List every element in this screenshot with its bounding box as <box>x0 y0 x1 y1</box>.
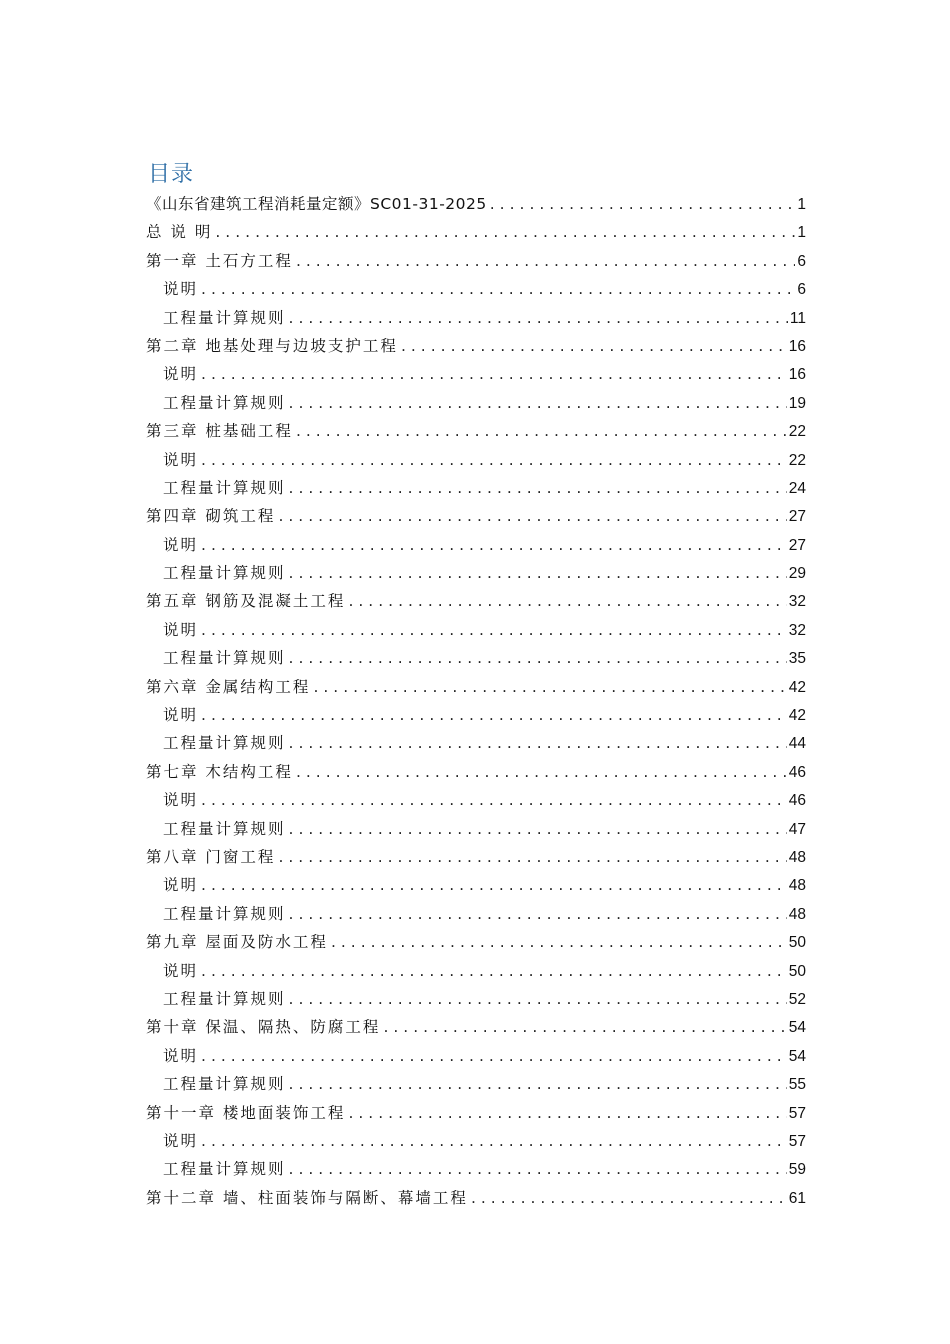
toc-entry-section[interactable] <box>146 1155 806 1183</box>
toc-entry-title: 说明 <box>163 450 199 469</box>
toc-entry-page-number: 46 <box>788 763 806 781</box>
toc-dot-leader <box>201 531 787 559</box>
toc-dot-leader <box>471 1184 787 1212</box>
toc-entry-title: 说明 <box>163 791 199 810</box>
toc-entry-title: 第十一章 楼地面装饰工程 <box>146 1103 346 1122</box>
toc-dot-leader <box>201 446 787 474</box>
toc-entry-title: 说明 <box>163 706 199 725</box>
toc-entry-title: 说明 <box>163 876 199 895</box>
toc-entry-title: 工程量计算规则 <box>163 649 286 668</box>
toc-dot-leader <box>278 843 786 871</box>
toc-entry-page-number: 16 <box>788 366 806 384</box>
toc-entry-section[interactable] <box>146 957 806 985</box>
toc-entry-chapter[interactable] <box>146 587 806 615</box>
toc-entry-page-number: 19 <box>788 394 806 412</box>
toc-entry-page-number: 22 <box>788 423 806 441</box>
toc-entry-section[interactable] <box>146 474 806 502</box>
toc-entry-title: 第六章 金属结构工程 <box>146 677 311 696</box>
toc-entry-page-number: 11 <box>789 309 806 327</box>
toc-entry-title: 第三章 桩基础工程 <box>146 422 293 441</box>
toc-entry-page-number: 6 <box>797 252 806 270</box>
toc-entry-section[interactable] <box>146 446 806 474</box>
toc-entry-title: 说明 <box>163 961 199 980</box>
toc-entry-section[interactable] <box>146 900 806 928</box>
toc-entry-page-number: 57 <box>788 1104 806 1122</box>
toc-entry-chapter[interactable] <box>146 502 806 530</box>
toc-entry-section[interactable] <box>146 531 806 559</box>
toc-entry-page-number: 27 <box>788 508 806 526</box>
toc-dot-leader <box>201 1127 787 1155</box>
toc-entry-title: 工程量计算规则 <box>163 564 286 583</box>
toc-entry-title: 总 说 明 <box>146 223 213 242</box>
toc-dot-leader <box>289 389 787 417</box>
toc-entry-section[interactable] <box>146 304 806 332</box>
toc-entry-page-number: 32 <box>788 621 806 639</box>
toc-dot-leader <box>215 218 795 246</box>
toc-entry-chapter[interactable] <box>146 843 806 871</box>
toc-entry-page-number: 42 <box>788 678 806 696</box>
toc-dot-leader <box>201 360 787 388</box>
toc-dot-leader <box>289 900 787 928</box>
toc-dot-leader <box>289 304 788 332</box>
toc-entry-title: 工程量计算规则 <box>163 989 286 1008</box>
toc-dot-leader <box>289 474 787 502</box>
toc-entry-section[interactable] <box>146 786 806 814</box>
toc-entry-title: 说明 <box>163 1046 199 1065</box>
toc-entry-title: 说明 <box>163 535 199 554</box>
toc-entry-page-number: 46 <box>788 792 806 810</box>
toc-dot-leader <box>289 729 787 757</box>
toc-entry-chapter[interactable] <box>146 247 806 275</box>
toc-dot-leader <box>331 928 787 956</box>
toc-entry-section[interactable] <box>146 701 806 729</box>
toc-entry-section[interactable] <box>146 815 806 843</box>
toc-entry-section[interactable] <box>146 729 806 757</box>
toc-dot-leader <box>401 332 787 360</box>
toc-entry-title: 工程量计算规则 <box>163 308 286 327</box>
toc-dot-leader <box>201 957 787 985</box>
toc-entry-section[interactable] <box>146 1070 806 1098</box>
toc-entry-title: 第五章 钢筋及混凝土工程 <box>146 592 346 611</box>
toc-entry-page-number: 1 <box>797 224 806 242</box>
toc-entry-chapter[interactable] <box>146 928 806 956</box>
toc-dot-leader <box>201 616 787 644</box>
toc-dot-leader <box>289 644 787 672</box>
toc-dot-leader <box>289 1070 787 1098</box>
toc-dot-leader <box>201 275 795 303</box>
toc-entry-section[interactable] <box>146 1042 806 1070</box>
toc-dot-leader <box>289 1155 787 1183</box>
toc-dot-leader <box>296 417 787 445</box>
toc-entry-page-number: 44 <box>788 735 806 753</box>
toc-entry-chapter[interactable] <box>146 1013 806 1041</box>
toc-entry-page-number: 16 <box>788 337 806 355</box>
toc-entry-page-number: 48 <box>788 877 806 895</box>
toc-entry-chapter[interactable] <box>146 190 806 218</box>
toc-entry-title: 工程量计算规则 <box>163 904 286 923</box>
toc-dot-leader <box>201 701 787 729</box>
toc-entry-page-number: 32 <box>788 593 806 611</box>
toc-entry-title: 说明 <box>163 1131 199 1150</box>
toc-entry-title: 工程量计算规则 <box>163 819 286 838</box>
toc-entry-page-number: 29 <box>788 565 806 583</box>
toc-entry-page-number: 35 <box>788 650 806 668</box>
toc-entry-section[interactable] <box>146 985 806 1013</box>
toc-entry-page-number: 57 <box>788 1132 806 1150</box>
toc-entry-title: 工程量计算规则 <box>163 1075 286 1094</box>
toc-entry-title: 工程量计算规则 <box>163 478 286 497</box>
toc-entry-title: 第七章 木结构工程 <box>146 762 293 781</box>
toc-entry-section[interactable] <box>146 389 806 417</box>
toc-entry-page-number: 59 <box>788 1161 806 1179</box>
toc-dot-leader <box>201 871 787 899</box>
toc-entry-page-number: 1 <box>797 196 806 213</box>
toc-dot-leader <box>313 673 786 701</box>
toc-entry-title: 第十章 保温、隔热、防腐工程 <box>146 1018 381 1037</box>
toc-entry-section[interactable] <box>146 871 806 899</box>
toc-entry-section[interactable] <box>146 360 806 388</box>
toc-entry-title: 说明 <box>163 280 199 299</box>
toc-entry-section[interactable] <box>146 616 806 644</box>
toc-heading: 目录 <box>148 162 195 187</box>
toc-dot-leader <box>490 190 796 218</box>
toc-dot-leader <box>348 587 786 615</box>
toc-dot-leader <box>348 1099 786 1127</box>
toc-entry-chapter[interactable] <box>146 417 806 445</box>
toc-entry-page-number: 48 <box>788 905 806 923</box>
toc-entry-title: 说明 <box>163 365 199 384</box>
toc-list <box>146 190 806 1212</box>
toc-entry-title: 工程量计算规则 <box>163 1160 286 1179</box>
toc-entry-page-number: 50 <box>788 934 806 952</box>
toc-entry-section[interactable] <box>146 1127 806 1155</box>
toc-entry-page-number: 24 <box>788 479 806 497</box>
toc-entry-title: 工程量计算规则 <box>163 393 286 412</box>
toc-dot-leader <box>289 985 787 1013</box>
toc-entry-title: 第九章 屋面及防水工程 <box>146 933 328 952</box>
toc-entry-title: 第一章 土石方工程 <box>146 251 293 270</box>
toc-dot-leader <box>201 786 787 814</box>
toc-entry-page-number: 27 <box>788 536 806 554</box>
toc-entry-chapter[interactable] <box>146 218 806 246</box>
toc-entry-chapter[interactable] <box>146 332 806 360</box>
toc-entry-page-number: 54 <box>788 1047 806 1065</box>
toc-entry-page-number: 55 <box>788 1076 806 1094</box>
toc-entry-page-number: 22 <box>788 451 806 469</box>
toc-entry-title: 第二章 地基处理与边坡支护工程 <box>146 336 398 355</box>
toc-entry-section[interactable] <box>146 275 806 303</box>
toc-dot-leader <box>289 815 787 843</box>
toc-entry-chapter[interactable] <box>146 1184 806 1212</box>
toc-entry-title: 第十二章 墙、柱面装饰与隔断、幕墙工程 <box>146 1188 468 1207</box>
toc-entry-page-number: 42 <box>788 707 806 725</box>
toc-entry-title: 第八章 门窗工程 <box>146 847 276 866</box>
toc-dot-leader <box>201 1042 787 1070</box>
toc-entry-page-number: 54 <box>788 1019 806 1037</box>
toc-entry-chapter[interactable] <box>146 758 806 786</box>
toc-entry-page-number: 6 <box>797 281 806 299</box>
toc-entry-page-number: 52 <box>788 990 806 1008</box>
toc-entry-section[interactable] <box>146 559 806 587</box>
toc-entry-page-number: 48 <box>788 848 806 866</box>
toc-entry-title: 第四章 砌筑工程 <box>146 507 276 526</box>
toc-dot-leader <box>383 1013 786 1041</box>
toc-entry-chapter[interactable] <box>146 1099 806 1127</box>
toc-dot-leader <box>278 502 786 530</box>
toc-entry-chapter[interactable] <box>146 673 806 701</box>
toc-entry-page-number: 47 <box>788 820 806 838</box>
toc-entry-title: 工程量计算规则 <box>163 734 286 753</box>
toc-entry-title: 说明 <box>163 620 199 639</box>
toc-entry-page-number: 50 <box>788 962 806 980</box>
toc-entry-section[interactable] <box>146 644 806 672</box>
toc-entry-page-number: 61 <box>788 1189 806 1207</box>
toc-dot-leader <box>289 559 787 587</box>
toc-dot-leader <box>296 247 795 275</box>
toc-dot-leader <box>296 758 787 786</box>
toc-entry-title: 《山东省建筑工程消耗量定额》SC01-31-2025 <box>146 195 487 213</box>
